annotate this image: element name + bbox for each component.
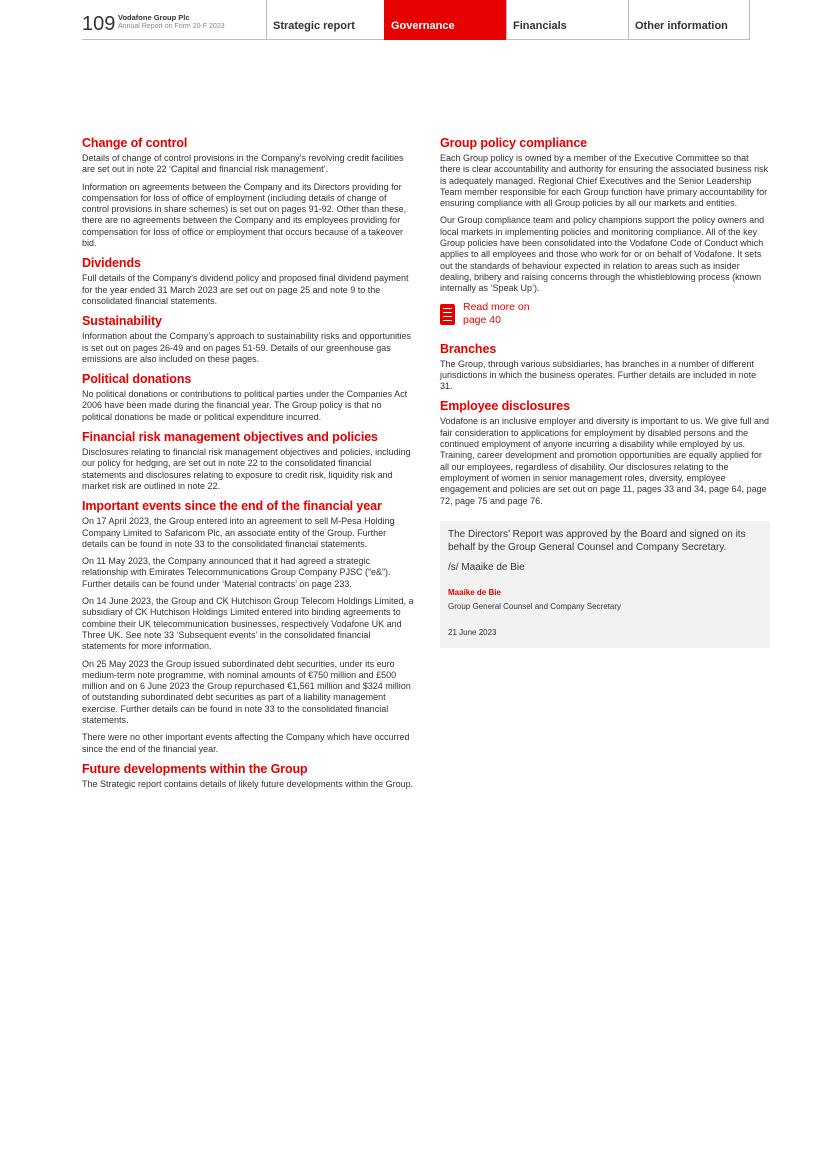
paragraph: Full details of the Company’s dividend policy and proposed final dividend payment for the year ended 31 March 2023 are set out on page 25 and note 9 to the consolidated financial statements.: [82, 273, 409, 306]
section-change-of-control: [82, 135, 414, 249]
section-heading: Dividends: [82, 256, 141, 271]
section-branches: [440, 341, 770, 393]
signer-role: Group General Counsel and Company Secretary: [448, 602, 621, 612]
signature-line: /s/ Maaike de Bie: [448, 561, 525, 573]
section-heading: Political donations: [82, 372, 192, 387]
paragraph: On 14 June 2023, the Group and CK Hutchison Group Telecom Holdings Limited, a subsidiary of CK Hutchison Holdings Limited entered into binding agreements to combine their UK telecommunication businesses, respectively Vodafone UK and Three UK. See note 33 ‘Subsequent events’ in the consolidated financial statements for more information.: [82, 596, 414, 652]
paragraph: Information on agreements between the Company and its Directors providing for compensation for loss of office of employment (including details of change of control provisions in share schemes) is set out on pages 91-92. Other than these, there are no agreements between the Company and its employees providing for compensation for loss of office or employment that occurs because of a takeover bid.: [82, 181, 407, 249]
section-heading: Sustainability: [82, 314, 162, 329]
section-financial-risk: [82, 429, 414, 492]
tab-other-information[interactable]: Other information: [628, 0, 750, 40]
paragraph: No political donations or contributions to political parties under the Companies Act 2006 have been made during the financial year. The Group policy is that no political donations be made or political expenditure incurred.: [82, 389, 408, 422]
document-icon: [440, 304, 455, 325]
paragraph: Vodafone is an inclusive employer and diversity is important to us. We give full and fair consideration to applications for employment by disabled persons and the continued employment of anyone incurring a disability while employed by us. Training, career development and promotion opportunities are equally applied for all our employees, regardless of disability. Our disclosures relating to the employment of women in senior management roles, diversity, employee engagement and policies are set out on page 11, pages 33 and 34, page 64, page 72, page 75 and page 76.: [440, 416, 770, 506]
section-heading: Employee disclosures: [440, 399, 571, 414]
section-heading: Financial risk management objectives and policies: [82, 430, 378, 445]
report-subtitle: Annual Report on Form 20-F 2023: [118, 23, 225, 30]
paragraph: Information about the Company’s approach to sustainability risks and opportunities is set out on pages 26-49 and on pages 51-59. Details of our greenhouse gas emissions are also included on these pages.: [82, 331, 412, 364]
paragraph: Details of change of control provisions in the Company’s revolving credit facilities are set out in note 22 ‘Capital and financial risk management’.: [82, 153, 404, 175]
paragraph: The Strategic report contains details of likely future developments within the Group.: [82, 778, 414, 789]
tab-governance[interactable]: Governance: [384, 0, 506, 40]
read-more-label: [463, 301, 530, 327]
section-group-policy-compliance: [440, 135, 770, 327]
section-heading: Future developments within the Group: [82, 761, 308, 776]
approval-date: 21 June 2023: [448, 627, 497, 637]
left-column: [82, 135, 414, 796]
section-future-developments: [82, 761, 414, 790]
read-more-page: page 40: [463, 313, 501, 326]
section-employee-disclosures: [440, 398, 770, 506]
section-heading: Group policy compliance: [440, 136, 588, 150]
approval-statement: The Directors’ Report was approved by the Board and signed on its behalf by the Group General Counsel and Company Secretary.: [448, 528, 746, 553]
section-heading: Branches: [440, 341, 497, 356]
paragraph: Each Group policy is owned by a member of the Executive Committee so that there is clear accountability and authority for ensuring the associated business risk is adequately managed. Regional Chief Executives and the Senior Leadership Team member responsible for each Group function have primary accountability for ensuring compliance with all Group policies by all our markets and entities.: [440, 153, 769, 209]
page-header: [82, 0, 770, 40]
section-dividends: [82, 255, 414, 307]
report-title-block: [118, 0, 266, 40]
read-more-text: Read more on: [463, 300, 530, 313]
section-heading: Important events since the end of the financial year: [82, 499, 382, 514]
page-number: 109: [82, 0, 118, 40]
paragraph: On 17 April 2023, the Group entered into an agreement to sell M-Pesa Holding Company Limited to Safaricom Plc, an associate entity of the Group. Further details can be found in note 33 to the consolidated financial statements.: [82, 516, 395, 549]
paragraph: On 25 May 2023 the Group issued subordinated debt securities, under its euro medium-term note programme, with nominal amounts of €750 million and £500 million and on 6 June 2023 the Group repurchased €1,561 million and $324 million of outstanding subordinated debt securities as part of a liability management exercise. Further details can be found in note 33 to the consolidated financial statements.: [82, 658, 411, 725]
section-political-donations: [82, 371, 414, 423]
paragraph: Disclosures relating to financial risk management objectives and policies, including our policy for hedging, are set out in note 22 to the consolidated financial statements and disclosures relating to exposure to credit risk, liquidity risk and market risk are outlined in note 22.: [82, 447, 411, 491]
tab-financials[interactable]: Financials: [506, 0, 628, 40]
section-heading: Change of control: [82, 136, 188, 150]
read-more-link[interactable]: [440, 301, 770, 327]
company-name: Vodafone Group Plc: [118, 13, 190, 22]
approval-panel: [440, 521, 770, 648]
paragraph: The Group, through various subsidiaries, has branches in a number of different jurisdictions in which the business operates. Further details are included in note 31.: [440, 358, 757, 392]
right-column: [440, 135, 770, 648]
paragraph: There were no other important events affecting the Company which have occurred since the end of the financial year.: [82, 732, 410, 754]
paragraph: Our Group compliance team and policy champions support the policy owners and local markets in implementing policies and monitoring compliance. All of the key Group policies have been consolidated into the Vodafone Code of Conduct which applies to all employees and those who work for or on behalf of Vodafone. It sets out the standards of behaviour expected in relation to areas such as insider dealing, bribery and raising concerns through the whistleblowing process (known internally as ‘Speak Up’).: [440, 215, 765, 294]
tab-strategic-report[interactable]: Strategic report: [266, 0, 384, 40]
signer-name: Maaike de Bie: [448, 588, 501, 598]
section-important-events: [82, 498, 414, 755]
section-sustainability: [82, 313, 414, 365]
paragraph: On 11 May 2023, the Company announced that it had agreed a strategic relationship with Emirates Telecommunications Group Company PJSC (“e&”). Further details can be found under ‘Material contracts’ on page 233.: [82, 556, 391, 589]
